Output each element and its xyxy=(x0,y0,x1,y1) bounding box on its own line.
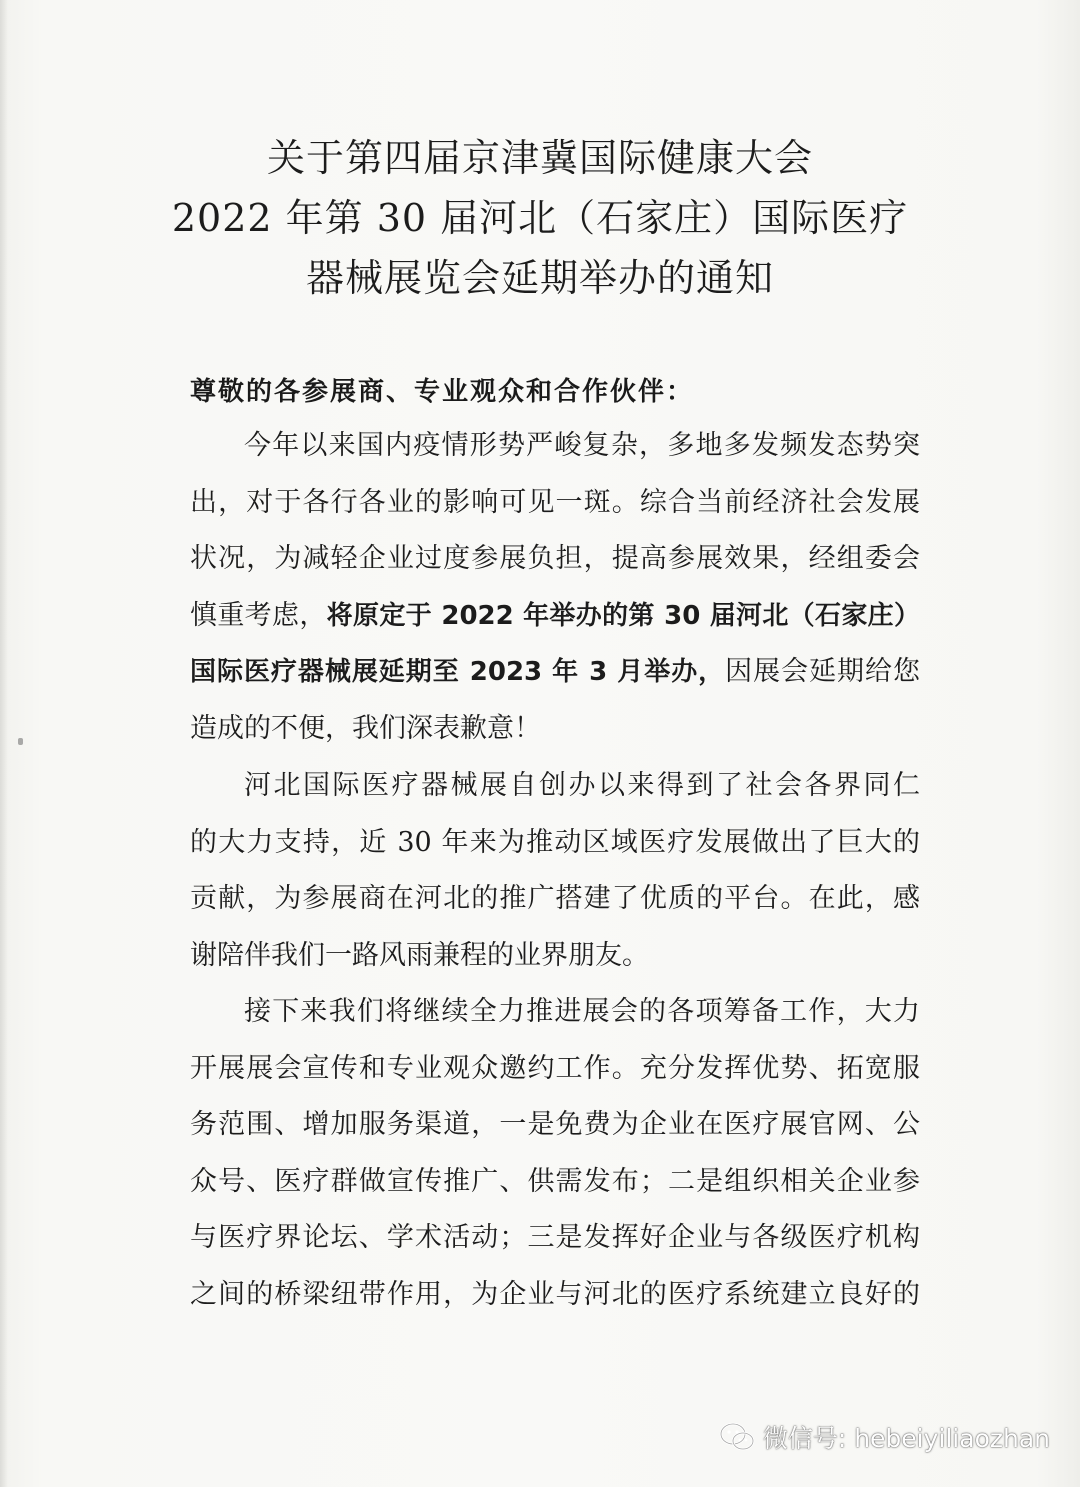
watermark-text: 微信号: hebeiyiliaozhan xyxy=(762,1424,1050,1453)
title-line-3: 器械展览会延期举办的通知 xyxy=(305,256,774,300)
paragraph-2-line: 的大力支持，近 30 年来为推动区域医疗发展做出了巨大的 xyxy=(190,826,920,858)
paragraph-3-line: 务范围、增加服务渠道，一是免费为企业在医疗展官网、公 xyxy=(190,1109,920,1140)
paragraph-3-line: 开展展会宣传和专业观众邀约工作。充分发挥优势、拓宽服 xyxy=(190,1052,920,1084)
normal-text: 慎重考虑， xyxy=(190,599,327,631)
normal-text: 因展会延期给您 xyxy=(725,656,920,687)
wechat-watermark xyxy=(719,1417,1050,1457)
paragraph-3-line: 众号、医疗群做宣传推广、供需发布；二是组织相关企业参 xyxy=(190,1165,920,1197)
paragraph-2 xyxy=(190,758,920,984)
salutation: 尊敬的各参展商、专业观众和合作伙伴： xyxy=(190,377,695,407)
document-title xyxy=(0,128,1080,308)
scan-speck xyxy=(18,738,23,745)
paragraph-1-line: 状况，为减轻企业过度参展负担，提高参展效果，经组委会 xyxy=(190,543,920,574)
paragraph-1-line: 造成的不便，我们深表歉意！ xyxy=(190,712,541,744)
title-line-1: 关于第四届京津冀国际健康大会 xyxy=(266,136,813,180)
paragraph-3-line: 接下来我们将继续全力推进展会的各项筹备工作，大力 xyxy=(244,996,920,1027)
paragraph-3-line: 与医疗界论坛、学术活动；三是发挥好企业与各级医疗机构 xyxy=(190,1222,920,1253)
paragraph-1-line: 出，对于各行各业的影响可见一斑。综合当前经济社会发展 xyxy=(190,486,920,518)
paragraph-2-line: 谢陪伴我们一路风雨兼程的业界朋友。 xyxy=(190,939,649,971)
paragraph-2-line: 贡献，为参展商在河北的推广搭建了优质的平台。在此，感 xyxy=(190,883,920,914)
paragraph-1 xyxy=(190,418,920,757)
paragraph-2-line: 河北国际医疗器械展自创办以来得到了社会各界同仁 xyxy=(244,770,920,801)
highlighted-text: 国际医疗器械展延期至 2023 年 3 月举办， xyxy=(190,657,726,687)
highlighted-text: 将原定于 2022 年举办的第 30 届河北（石家庄） xyxy=(326,600,920,631)
wechat-icon xyxy=(719,1421,755,1453)
paragraph-1-line: 今年以来国内疫情形势严峻复杂，多地多发频发态势突 xyxy=(244,430,920,461)
paragraph-3-line: 之间的桥梁纽带作用，为企业与河北的医疗系统建立良好的 xyxy=(190,1278,920,1310)
paragraph-1-line-mixed xyxy=(190,588,920,645)
title-line-2: 2022 年第 30 届河北（石家庄）国际医疗 xyxy=(171,196,909,240)
paragraph-1-line-mixed xyxy=(190,644,920,701)
paragraph-3 xyxy=(190,984,920,1323)
